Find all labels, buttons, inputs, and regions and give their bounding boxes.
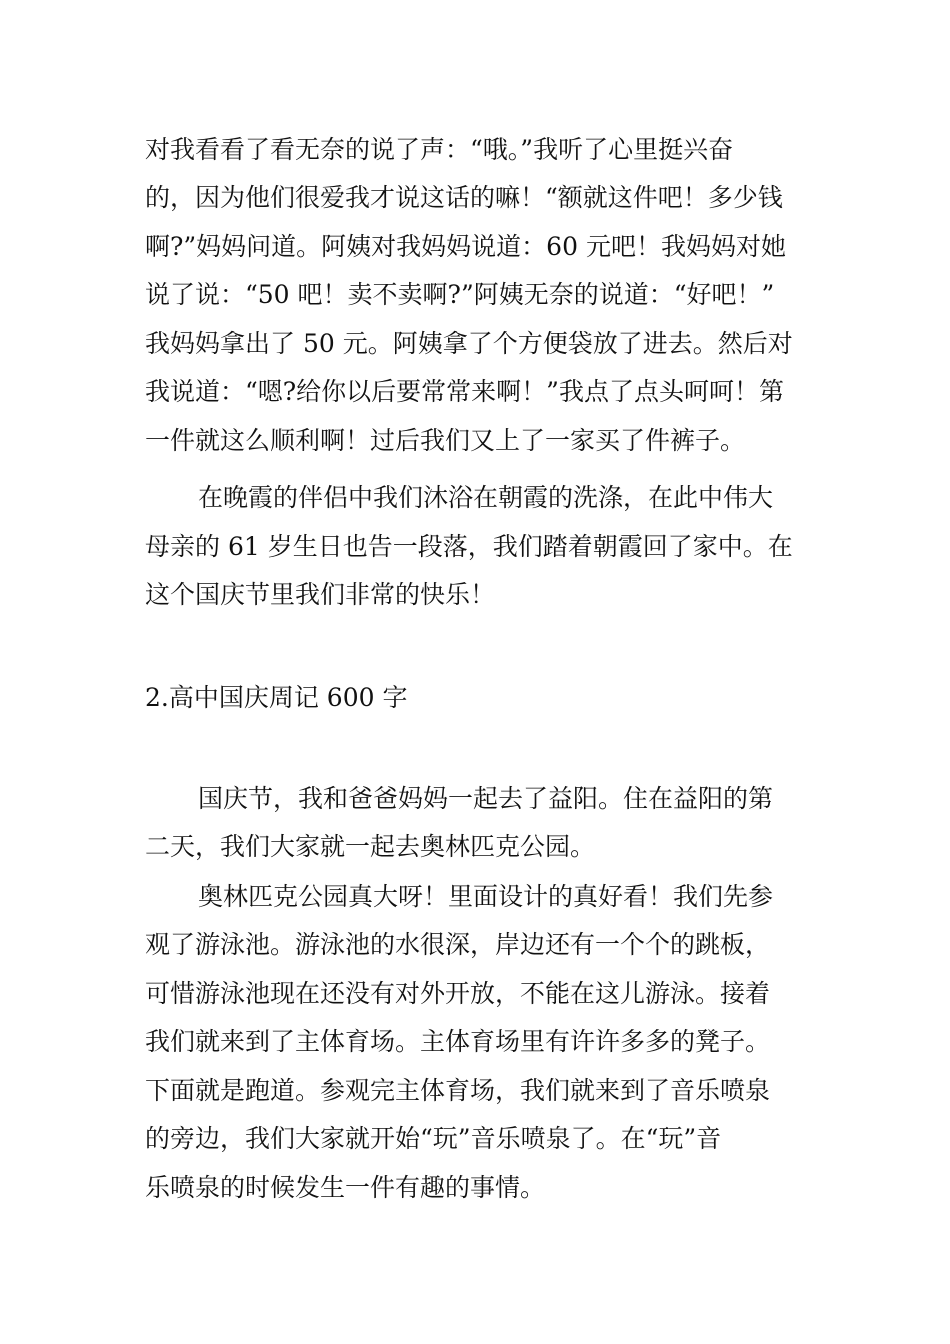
paragraph-line: 观了游泳池。游泳池的水很深，岸边还有一个个的跳板，: [145, 930, 771, 959]
paragraph-line: 国庆节，我和爸爸妈妈一起去了益阳。住在益阳的第: [198, 784, 774, 813]
paragraph-line: 奥林匹克公园真大呀！里面设计的真好看！我们先参: [198, 882, 774, 911]
paragraph-line: 母亲的 61 岁生日也告一段落，我们踏着朝霞回了家中。在: [145, 532, 793, 561]
paragraph-line: 说了说：“50 吧！卖不卖啊?”阿姨无奈的说道：“好吧！”: [145, 280, 775, 309]
paragraph-line: 下面就是跑道。参观完主体育场，我们就来到了音乐喷泉: [145, 1076, 771, 1105]
paragraph-line: 我们就来到了主体育场。主体育场里有许许多多的凳子。: [145, 1027, 771, 1056]
paragraph-line: 我妈妈拿出了 50 元。阿姨拿了个方便袋放了进去。然后对: [145, 329, 793, 358]
paragraph-line: 的旁边，我们大家就开始“玩”音乐喷泉了。在“玩”音: [145, 1124, 722, 1153]
paragraph-line: 在晚霞的伴侣中我们沐浴在朝霞的洗涤，在此中伟大: [198, 483, 774, 512]
section-heading: 2.高中国庆周记 600 字: [145, 683, 408, 712]
paragraph-line: 啊?”妈妈问道。阿姨对我妈妈说道：60 元吧！我妈妈对她: [145, 232, 786, 261]
paragraph-line: 乐喷泉的时候发生一件有趣的事情。: [145, 1173, 546, 1202]
paragraph-line: 我说道：“嗯?给你以后要常常来啊！”我点了点头呵呵！第: [145, 377, 784, 406]
paragraph-line: 的，因为他们很爱我才说这话的嘛！“额就这件吧！多少钱: [145, 183, 783, 212]
paragraph-line: 二天，我们大家就一起去奥林匹克公园。: [145, 832, 596, 861]
paragraph-line: 一件就这么顺利啊！过后我们又上了一家买了件裤子。: [145, 426, 746, 455]
paragraph-line: 这个国庆节里我们非常的快乐！: [145, 580, 496, 609]
paragraph-line: 可惜游泳池现在还没有对外开放，不能在这儿游泳。接着: [145, 979, 771, 1008]
paragraph-line: 对我看看了看无奈的说了声：“哦。”我听了心里挺兴奋: [145, 135, 734, 164]
